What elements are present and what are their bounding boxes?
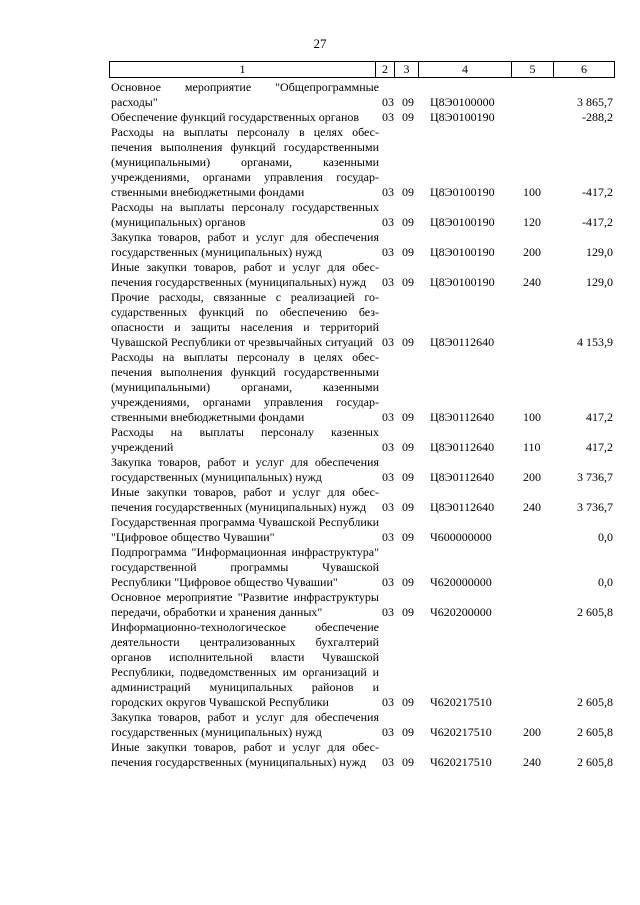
row-target-article: Ч620217510 [430,725,492,739]
row-expense-type: 100 [523,410,541,424]
table-row [111,230,613,260]
row-expense-type: 200 [523,725,541,739]
row-target-article: Ц8Э0112640 [430,335,495,349]
column-header-6: 6 [581,62,587,76]
row-expense-type: 200 [523,245,541,259]
row-subsection: 09 [402,500,414,514]
table-row [111,740,613,770]
row-name: Закупка товаров, работ и услуг для обеспечения государственных (муниципальных) нужд [111,710,379,739]
row-subsection: 09 [402,245,414,259]
row-amount: 2 605,8 [577,755,613,769]
row-amount: 2 605,8 [577,605,613,619]
row-section: 03 [382,245,394,259]
table-header [109,61,615,78]
row-subsection: 09 [402,335,414,349]
row-subsection: 09 [402,530,414,544]
row-amount: 4 153,9 [577,335,613,349]
row-expense-type: 110 [523,440,541,454]
row-name: Расходы на выплаты персоналу в целях обеспечения выполнения функций государственными (муниципальными) органами, казенными учреждениями, органами управления государственными внебюджетными фондами [111,350,379,424]
row-name: Основное мероприятие "Развитие инфраструктуры передачи, обработки и хранения данных" [111,590,379,619]
row-target-article: Ц8Э0112640 [430,410,495,424]
row-name: Иные закупки товаров, работ и услуг для обеспечения государственных (муниципальных) нужд [111,260,379,289]
row-section: 03 [382,725,394,739]
row-name: Иные закупки товаров, работ и услуг для обеспечения государственных (муниципальных) нужд [111,485,379,514]
row-name: Информационно-технологическое обеспечение деятельности централизованных бухгалтерий органов исполнительной власти Чувашской Республики, подведомственных им организаций и администраций муниципальных районов и городских округов Чувашской Республики [111,620,379,709]
row-subsection: 09 [402,695,414,709]
row-amount: 0,0 [598,575,613,589]
row-name: Расходы на выплаты персоналу в целях обеспечения выполнения функций государственными (муниципальными) органами, казенными учреждениями, органами управления государственными внебюджетными фондами [111,125,379,199]
row-name: Государственная программа Чувашской Республики "Цифровое общество Чувашии" [111,515,379,544]
row-name: Прочие расходы, связанные с реализацией государственных функций по обеспечению безопасности и защиты населения и территорий Чувашской Республики от чрезвычайных ситуаций [111,290,379,349]
row-section: 03 [382,605,394,619]
row-amount: 129,0 [586,245,613,259]
table-row [111,425,613,455]
table-row [111,125,613,200]
row-name: Основное мероприятие "Общепрограммные расходы" [111,80,379,109]
row-amount: 3 865,7 [577,95,613,109]
row-subsection: 09 [402,185,414,199]
row-expense-type: 100 [523,185,541,199]
row-name: Закупка товаров, работ и услуг для обеспечения государственных (муниципальных) нужд [111,455,379,484]
row-amount: 3 736,7 [577,470,613,484]
row-section: 03 [382,215,394,229]
row-target-article: Ц8Э0100190 [430,110,495,124]
row-amount: 2 605,8 [577,695,613,709]
row-target-article: Ц8Э0100190 [430,215,495,229]
row-subsection: 09 [402,440,414,454]
row-section: 03 [382,695,394,709]
row-expense-type: 240 [523,755,541,769]
row-name: Расходы на выплаты персоналу казенных учреждений [111,425,379,454]
table-row [111,110,613,125]
row-amount: 417,2 [586,410,613,424]
row-target-article: Ц8Э0112640 [430,440,495,454]
row-expense-type: 120 [523,215,541,229]
row-subsection: 09 [402,470,414,484]
table-row [111,515,613,545]
row-expense-type: 240 [523,500,541,514]
row-subsection: 09 [402,410,414,424]
table-row [111,545,613,590]
row-name: Иные закупки товаров, работ и услуг для обеспечения государственных (муниципальных) нужд [111,740,379,769]
row-amount: 0,0 [598,530,613,544]
page-number: 27 [313,36,327,51]
row-subsection: 09 [402,605,414,619]
table-row [111,455,613,485]
row-section: 03 [382,95,394,109]
row-amount: 129,0 [586,275,613,289]
table-row [111,620,613,710]
row-subsection: 09 [402,110,414,124]
column-header-5: 5 [512,62,554,77]
row-section: 03 [382,755,394,769]
row-amount: 2 605,8 [577,725,613,739]
table-row [111,485,613,515]
table-row [111,260,613,290]
row-name: Закупка товаров, работ и услуг для обеспечения государственных (муниципальных) нужд [111,230,379,259]
row-section: 03 [382,500,394,514]
row-subsection: 09 [402,95,414,109]
row-target-article: Ч620217510 [430,755,492,769]
row-section: 03 [382,110,394,124]
row-section: 03 [382,275,394,289]
row-target-article: Ч620217510 [430,695,492,709]
table-row [111,290,613,350]
row-target-article: Ц8Э0100000 [430,95,495,109]
row-subsection: 09 [402,275,414,289]
row-section: 03 [382,410,394,424]
row-expense-type: 240 [523,275,541,289]
row-target-article: Ч620200000 [430,605,492,619]
row-name: Обеспечение функций государственных органов [111,110,360,124]
column-header-3: 3 [395,62,419,77]
row-section: 03 [382,335,394,349]
row-target-article: Ц8Э0100190 [430,245,495,259]
row-name: Подпрограмма "Информационная инфраструктура" государственной программы Чувашской Республики "Цифровое общество Чувашии" [111,545,379,589]
table-row [111,590,613,620]
row-subsection: 09 [402,575,414,589]
table-row [111,710,613,740]
row-amount: -417,2 [582,185,613,199]
row-amount: 417,2 [586,440,613,454]
budget-table-body [111,80,613,770]
row-target-article: Ц8Э0100190 [430,275,495,289]
column-header-2: 2 [376,62,395,77]
row-section: 03 [382,440,394,454]
row-target-article: Ц8Э0112640 [430,470,495,484]
row-amount: -288,2 [582,110,613,124]
column-header-1: 1 [110,62,376,77]
row-target-article: Ц8Э0112640 [430,500,495,514]
table-row [111,200,613,230]
row-subsection: 09 [402,215,414,229]
row-subsection: 09 [402,725,414,739]
row-target-article: Ч600000000 [430,530,492,544]
row-section: 03 [382,470,394,484]
column-header-4: 4 [419,62,512,77]
row-target-article: Ц8Э0100190 [430,185,495,199]
row-expense-type: 200 [523,470,541,484]
row-section: 03 [382,575,394,589]
row-subsection: 09 [402,755,414,769]
row-target-article: Ч620000000 [430,575,492,589]
table-row [111,350,613,425]
row-section: 03 [382,185,394,199]
row-amount: -417,2 [582,215,613,229]
table-row [111,80,613,110]
row-section: 03 [382,530,394,544]
row-amount: 3 736,7 [577,500,613,514]
row-name: Расходы на выплаты персоналу государственных (муниципальных) органов [111,200,379,229]
